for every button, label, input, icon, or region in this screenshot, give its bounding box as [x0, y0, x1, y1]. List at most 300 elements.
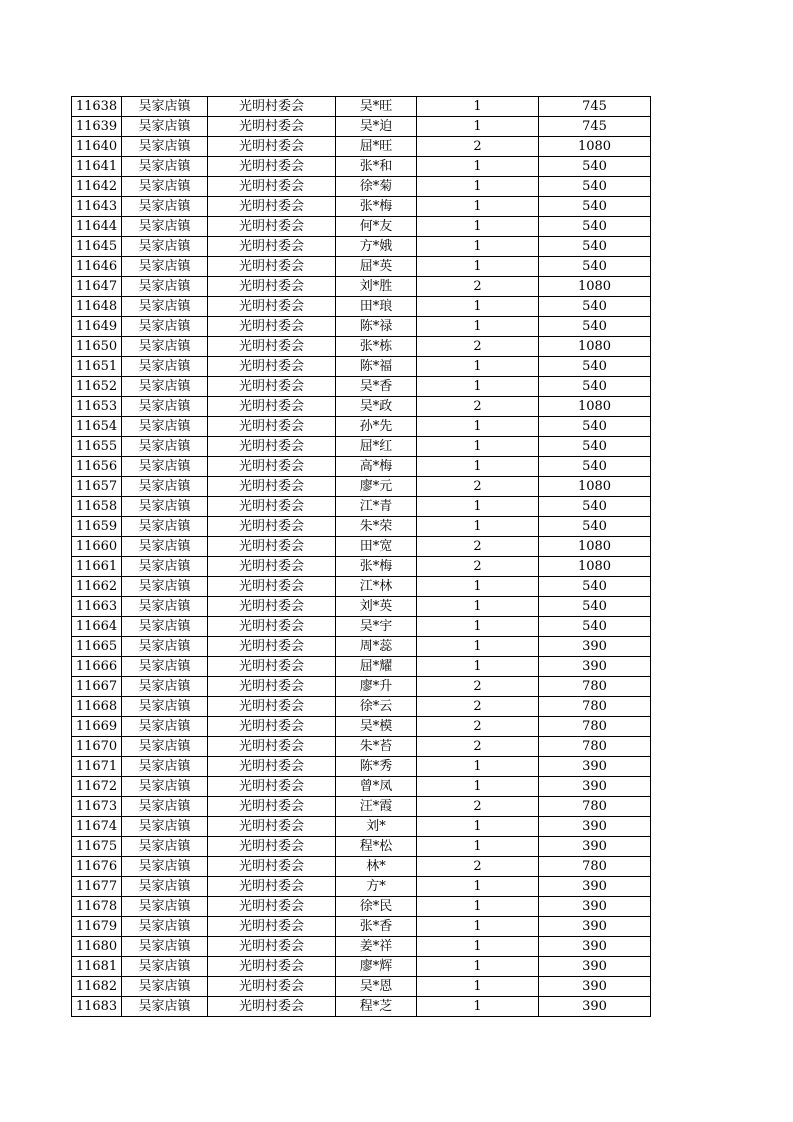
- village-committee-cell: 光明村委会: [208, 697, 336, 717]
- amount-cell: 540: [539, 317, 651, 337]
- count-cell: 1: [417, 757, 539, 777]
- name-cell: 姜*祥: [336, 937, 417, 957]
- village-committee-cell: 光明村委会: [208, 757, 336, 777]
- town-cell: 吴家店镇: [122, 157, 208, 177]
- town-cell: 吴家店镇: [122, 177, 208, 197]
- table-row: [72, 337, 651, 357]
- name-cell: 陈*福: [336, 357, 417, 377]
- town-cell: 吴家店镇: [122, 957, 208, 977]
- village-committee-cell: 光明村委会: [208, 197, 336, 217]
- amount-cell: 540: [539, 377, 651, 397]
- amount-cell: 540: [539, 497, 651, 517]
- village-committee-cell: 光明村委会: [208, 397, 336, 417]
- row-number-cell: 11643: [72, 197, 122, 217]
- amount-cell: 390: [539, 817, 651, 837]
- name-cell: 刘*英: [336, 597, 417, 617]
- count-cell: 1: [417, 617, 539, 637]
- town-cell: 吴家店镇: [122, 597, 208, 617]
- row-number-cell: 11655: [72, 437, 122, 457]
- town-cell: 吴家店镇: [122, 717, 208, 737]
- amount-cell: 390: [539, 897, 651, 917]
- row-number-cell: 11654: [72, 417, 122, 437]
- table-row: [72, 377, 651, 397]
- town-cell: 吴家店镇: [122, 377, 208, 397]
- name-cell: 程*芝: [336, 997, 417, 1017]
- amount-cell: 540: [539, 197, 651, 217]
- count-cell: 2: [417, 677, 539, 697]
- town-cell: 吴家店镇: [122, 997, 208, 1017]
- amount-cell: 1080: [539, 277, 651, 297]
- amount-cell: 540: [539, 297, 651, 317]
- table-row: [72, 477, 651, 497]
- count-cell: 1: [417, 237, 539, 257]
- village-committee-cell: 光明村委会: [208, 377, 336, 397]
- table-row: [72, 917, 651, 937]
- amount-cell: 745: [539, 97, 651, 117]
- row-number-cell: 11675: [72, 837, 122, 857]
- table-row: [72, 977, 651, 997]
- data-table: [71, 96, 651, 1017]
- village-committee-cell: 光明村委会: [208, 417, 336, 437]
- name-cell: 徐*云: [336, 697, 417, 717]
- name-cell: 吴*政: [336, 397, 417, 417]
- town-cell: 吴家店镇: [122, 97, 208, 117]
- village-committee-cell: 光明村委会: [208, 737, 336, 757]
- row-number-cell: 11672: [72, 777, 122, 797]
- row-number-cell: 11670: [72, 737, 122, 757]
- name-cell: 方*: [336, 877, 417, 897]
- row-number-cell: 11656: [72, 457, 122, 477]
- amount-cell: 540: [539, 237, 651, 257]
- name-cell: 何*友: [336, 217, 417, 237]
- count-cell: 1: [417, 177, 539, 197]
- count-cell: 1: [417, 317, 539, 337]
- table-row: [72, 817, 651, 837]
- village-committee-cell: 光明村委会: [208, 157, 336, 177]
- table-row: [72, 877, 651, 897]
- village-committee-cell: 光明村委会: [208, 297, 336, 317]
- table-row: [72, 397, 651, 417]
- table-row: [72, 217, 651, 237]
- name-cell: 朱*荣: [336, 517, 417, 537]
- amount-cell: 390: [539, 937, 651, 957]
- table-row: [72, 417, 651, 437]
- town-cell: 吴家店镇: [122, 737, 208, 757]
- count-cell: 1: [417, 657, 539, 677]
- town-cell: 吴家店镇: [122, 537, 208, 557]
- name-cell: 吴*恩: [336, 977, 417, 997]
- count-cell: 1: [417, 597, 539, 617]
- amount-cell: 390: [539, 957, 651, 977]
- row-number-cell: 11679: [72, 917, 122, 937]
- table-row: [72, 597, 651, 617]
- table-row: [72, 137, 651, 157]
- name-cell: 屈*耀: [336, 657, 417, 677]
- row-number-cell: 11677: [72, 877, 122, 897]
- count-cell: 1: [417, 197, 539, 217]
- amount-cell: 540: [539, 357, 651, 377]
- count-cell: 2: [417, 717, 539, 737]
- count-cell: 1: [417, 977, 539, 997]
- count-cell: 2: [417, 337, 539, 357]
- amount-cell: 540: [539, 597, 651, 617]
- count-cell: 1: [417, 97, 539, 117]
- amount-cell: 390: [539, 757, 651, 777]
- village-committee-cell: 光明村委会: [208, 237, 336, 257]
- village-committee-cell: 光明村委会: [208, 117, 336, 137]
- name-cell: 孙*先: [336, 417, 417, 437]
- town-cell: 吴家店镇: [122, 657, 208, 677]
- row-number-cell: 11653: [72, 397, 122, 417]
- town-cell: 吴家店镇: [122, 677, 208, 697]
- row-number-cell: 11681: [72, 957, 122, 977]
- village-committee-cell: 光明村委会: [208, 917, 336, 937]
- table-body: [72, 97, 651, 1017]
- amount-cell: 540: [539, 417, 651, 437]
- table-row: [72, 437, 651, 457]
- table-row: [72, 857, 651, 877]
- town-cell: 吴家店镇: [122, 397, 208, 417]
- row-number-cell: 11648: [72, 297, 122, 317]
- village-committee-cell: 光明村委会: [208, 477, 336, 497]
- row-number-cell: 11667: [72, 677, 122, 697]
- table-row: [72, 797, 651, 817]
- village-committee-cell: 光明村委会: [208, 797, 336, 817]
- count-cell: 2: [417, 277, 539, 297]
- amount-cell: 390: [539, 917, 651, 937]
- town-cell: 吴家店镇: [122, 237, 208, 257]
- name-cell: 吴*迫: [336, 117, 417, 137]
- name-cell: 江*林: [336, 577, 417, 597]
- row-number-cell: 11646: [72, 257, 122, 277]
- amount-cell: 540: [539, 577, 651, 597]
- village-committee-cell: 光明村委会: [208, 517, 336, 537]
- amount-cell: 540: [539, 457, 651, 477]
- village-committee-cell: 光明村委会: [208, 437, 336, 457]
- town-cell: 吴家店镇: [122, 257, 208, 277]
- count-cell: 2: [417, 557, 539, 577]
- town-cell: 吴家店镇: [122, 297, 208, 317]
- town-cell: 吴家店镇: [122, 137, 208, 157]
- row-number-cell: 11683: [72, 997, 122, 1017]
- name-cell: 田*琅: [336, 297, 417, 317]
- count-cell: 1: [417, 777, 539, 797]
- name-cell: 吴*宇: [336, 617, 417, 637]
- table-row: [72, 177, 651, 197]
- town-cell: 吴家店镇: [122, 777, 208, 797]
- amount-cell: 390: [539, 877, 651, 897]
- count-cell: 1: [417, 117, 539, 137]
- village-committee-cell: 光明村委会: [208, 677, 336, 697]
- table-row: [72, 197, 651, 217]
- town-cell: 吴家店镇: [122, 897, 208, 917]
- row-number-cell: 11641: [72, 157, 122, 177]
- town-cell: 吴家店镇: [122, 117, 208, 137]
- row-number-cell: 11642: [72, 177, 122, 197]
- row-number-cell: 11661: [72, 557, 122, 577]
- count-cell: 1: [417, 517, 539, 537]
- amount-cell: 390: [539, 637, 651, 657]
- village-committee-cell: 光明村委会: [208, 817, 336, 837]
- village-committee-cell: 光明村委会: [208, 557, 336, 577]
- village-committee-cell: 光明村委会: [208, 637, 336, 657]
- row-number-cell: 11668: [72, 697, 122, 717]
- row-number-cell: 11676: [72, 857, 122, 877]
- village-committee-cell: 光明村委会: [208, 777, 336, 797]
- town-cell: 吴家店镇: [122, 437, 208, 457]
- village-committee-cell: 光明村委会: [208, 977, 336, 997]
- name-cell: 刘*: [336, 817, 417, 837]
- count-cell: 1: [417, 157, 539, 177]
- amount-cell: 540: [539, 257, 651, 277]
- village-committee-cell: 光明村委会: [208, 957, 336, 977]
- name-cell: 刘*胜: [336, 277, 417, 297]
- town-cell: 吴家店镇: [122, 817, 208, 837]
- village-committee-cell: 光明村委会: [208, 537, 336, 557]
- row-number-cell: 11669: [72, 717, 122, 737]
- count-cell: 1: [417, 957, 539, 977]
- town-cell: 吴家店镇: [122, 637, 208, 657]
- village-committee-cell: 光明村委会: [208, 857, 336, 877]
- amount-cell: 540: [539, 177, 651, 197]
- table-row: [72, 157, 651, 177]
- row-number-cell: 11671: [72, 757, 122, 777]
- table-row: [72, 277, 651, 297]
- name-cell: 吴*模: [336, 717, 417, 737]
- count-cell: 1: [417, 997, 539, 1017]
- town-cell: 吴家店镇: [122, 337, 208, 357]
- village-committee-cell: 光明村委会: [208, 937, 336, 957]
- town-cell: 吴家店镇: [122, 217, 208, 237]
- row-number-cell: 11645: [72, 237, 122, 257]
- name-cell: 张*栋: [336, 337, 417, 357]
- amount-cell: 390: [539, 777, 651, 797]
- count-cell: 2: [417, 137, 539, 157]
- amount-cell: 1080: [539, 137, 651, 157]
- amount-cell: 780: [539, 677, 651, 697]
- village-committee-cell: 光明村委会: [208, 877, 336, 897]
- town-cell: 吴家店镇: [122, 477, 208, 497]
- count-cell: 1: [417, 937, 539, 957]
- amount-cell: 780: [539, 797, 651, 817]
- table-row: [72, 537, 651, 557]
- count-cell: 1: [417, 817, 539, 837]
- name-cell: 张*香: [336, 917, 417, 937]
- amount-cell: 780: [539, 697, 651, 717]
- table-row: [72, 677, 651, 697]
- amount-cell: 390: [539, 837, 651, 857]
- name-cell: 廖*升: [336, 677, 417, 697]
- row-number-cell: 11682: [72, 977, 122, 997]
- row-number-cell: 11664: [72, 617, 122, 637]
- amount-cell: 780: [539, 857, 651, 877]
- town-cell: 吴家店镇: [122, 937, 208, 957]
- village-committee-cell: 光明村委会: [208, 337, 336, 357]
- table-row: [72, 757, 651, 777]
- amount-cell: 1080: [539, 537, 651, 557]
- amount-cell: 540: [539, 217, 651, 237]
- town-cell: 吴家店镇: [122, 697, 208, 717]
- count-cell: 1: [417, 257, 539, 277]
- name-cell: 屈*英: [336, 257, 417, 277]
- town-cell: 吴家店镇: [122, 917, 208, 937]
- amount-cell: 1080: [539, 477, 651, 497]
- name-cell: 田*宽: [336, 537, 417, 557]
- table-row: [72, 637, 651, 657]
- table-row: [72, 717, 651, 737]
- amount-cell: 1080: [539, 337, 651, 357]
- village-committee-cell: 光明村委会: [208, 257, 336, 277]
- village-committee-cell: 光明村委会: [208, 837, 336, 857]
- name-cell: 陈*禄: [336, 317, 417, 337]
- table-row: [72, 497, 651, 517]
- count-cell: 1: [417, 637, 539, 657]
- town-cell: 吴家店镇: [122, 557, 208, 577]
- count-cell: 1: [417, 577, 539, 597]
- row-number-cell: 11663: [72, 597, 122, 617]
- town-cell: 吴家店镇: [122, 757, 208, 777]
- name-cell: 徐*民: [336, 897, 417, 917]
- row-number-cell: 11662: [72, 577, 122, 597]
- table-row: [72, 737, 651, 757]
- table-row: [72, 937, 651, 957]
- name-cell: 吴*旺: [336, 97, 417, 117]
- name-cell: 周*蕊: [336, 637, 417, 657]
- amount-cell: 745: [539, 117, 651, 137]
- village-committee-cell: 光明村委会: [208, 217, 336, 237]
- count-cell: 2: [417, 697, 539, 717]
- name-cell: 屈*旺: [336, 137, 417, 157]
- name-cell: 廖*辉: [336, 957, 417, 977]
- name-cell: 陈*秀: [336, 757, 417, 777]
- village-committee-cell: 光明村委会: [208, 457, 336, 477]
- row-number-cell: 11665: [72, 637, 122, 657]
- count-cell: 1: [417, 437, 539, 457]
- row-number-cell: 11639: [72, 117, 122, 137]
- town-cell: 吴家店镇: [122, 497, 208, 517]
- village-committee-cell: 光明村委会: [208, 97, 336, 117]
- town-cell: 吴家店镇: [122, 277, 208, 297]
- row-number-cell: 11651: [72, 357, 122, 377]
- table-row: [72, 517, 651, 537]
- name-cell: 张*和: [336, 157, 417, 177]
- count-cell: 1: [417, 497, 539, 517]
- table-row: [72, 97, 651, 117]
- amount-cell: 390: [539, 977, 651, 997]
- table-row: [72, 697, 651, 717]
- table-row: [72, 957, 651, 977]
- row-number-cell: 11657: [72, 477, 122, 497]
- row-number-cell: 11650: [72, 337, 122, 357]
- name-cell: 吴*香: [336, 377, 417, 397]
- row-number-cell: 11666: [72, 657, 122, 677]
- amount-cell: 540: [539, 437, 651, 457]
- town-cell: 吴家店镇: [122, 617, 208, 637]
- amount-cell: 540: [539, 617, 651, 637]
- village-committee-cell: 光明村委会: [208, 317, 336, 337]
- name-cell: 林*: [336, 857, 417, 877]
- table-row: [72, 997, 651, 1017]
- town-cell: 吴家店镇: [122, 797, 208, 817]
- village-committee-cell: 光明村委会: [208, 277, 336, 297]
- row-number-cell: 11673: [72, 797, 122, 817]
- count-cell: 1: [417, 457, 539, 477]
- village-committee-cell: 光明村委会: [208, 497, 336, 517]
- name-cell: 汪*霞: [336, 797, 417, 817]
- village-committee-cell: 光明村委会: [208, 137, 336, 157]
- row-number-cell: 11649: [72, 317, 122, 337]
- row-number-cell: 11674: [72, 817, 122, 837]
- count-cell: 1: [417, 357, 539, 377]
- amount-cell: 390: [539, 997, 651, 1017]
- table-row: [72, 297, 651, 317]
- row-number-cell: 11647: [72, 277, 122, 297]
- count-cell: 1: [417, 417, 539, 437]
- table-row: [72, 117, 651, 137]
- town-cell: 吴家店镇: [122, 857, 208, 877]
- village-committee-cell: 光明村委会: [208, 177, 336, 197]
- table-row: [72, 617, 651, 637]
- name-cell: 高*梅: [336, 457, 417, 477]
- table-row: [72, 357, 651, 377]
- name-cell: 廖*元: [336, 477, 417, 497]
- row-number-cell: 11678: [72, 897, 122, 917]
- count-cell: 1: [417, 297, 539, 317]
- table-row: [72, 837, 651, 857]
- town-cell: 吴家店镇: [122, 517, 208, 537]
- village-committee-cell: 光明村委会: [208, 897, 336, 917]
- table-row: [72, 897, 651, 917]
- name-cell: 江*青: [336, 497, 417, 517]
- row-number-cell: 11658: [72, 497, 122, 517]
- count-cell: 1: [417, 377, 539, 397]
- village-committee-cell: 光明村委会: [208, 717, 336, 737]
- row-number-cell: 11659: [72, 517, 122, 537]
- amount-cell: 780: [539, 737, 651, 757]
- count-cell: 2: [417, 857, 539, 877]
- table-row: [72, 237, 651, 257]
- name-cell: 方*娥: [336, 237, 417, 257]
- row-number-cell: 11644: [72, 217, 122, 237]
- count-cell: 2: [417, 477, 539, 497]
- town-cell: 吴家店镇: [122, 837, 208, 857]
- count-cell: 1: [417, 217, 539, 237]
- count-cell: 1: [417, 837, 539, 857]
- table-row: [72, 457, 651, 477]
- table-row: [72, 557, 651, 577]
- table-row: [72, 317, 651, 337]
- row-number-cell: 11640: [72, 137, 122, 157]
- town-cell: 吴家店镇: [122, 357, 208, 377]
- count-cell: 1: [417, 897, 539, 917]
- town-cell: 吴家店镇: [122, 457, 208, 477]
- village-committee-cell: 光明村委会: [208, 597, 336, 617]
- town-cell: 吴家店镇: [122, 577, 208, 597]
- village-committee-cell: 光明村委会: [208, 617, 336, 637]
- name-cell: 徐*菊: [336, 177, 417, 197]
- town-cell: 吴家店镇: [122, 417, 208, 437]
- town-cell: 吴家店镇: [122, 197, 208, 217]
- table-row: [72, 257, 651, 277]
- amount-cell: 390: [539, 657, 651, 677]
- table-row: [72, 577, 651, 597]
- row-number-cell: 11652: [72, 377, 122, 397]
- name-cell: 张*梅: [336, 197, 417, 217]
- count-cell: 2: [417, 537, 539, 557]
- town-cell: 吴家店镇: [122, 977, 208, 997]
- name-cell: 张*梅: [336, 557, 417, 577]
- village-committee-cell: 光明村委会: [208, 357, 336, 377]
